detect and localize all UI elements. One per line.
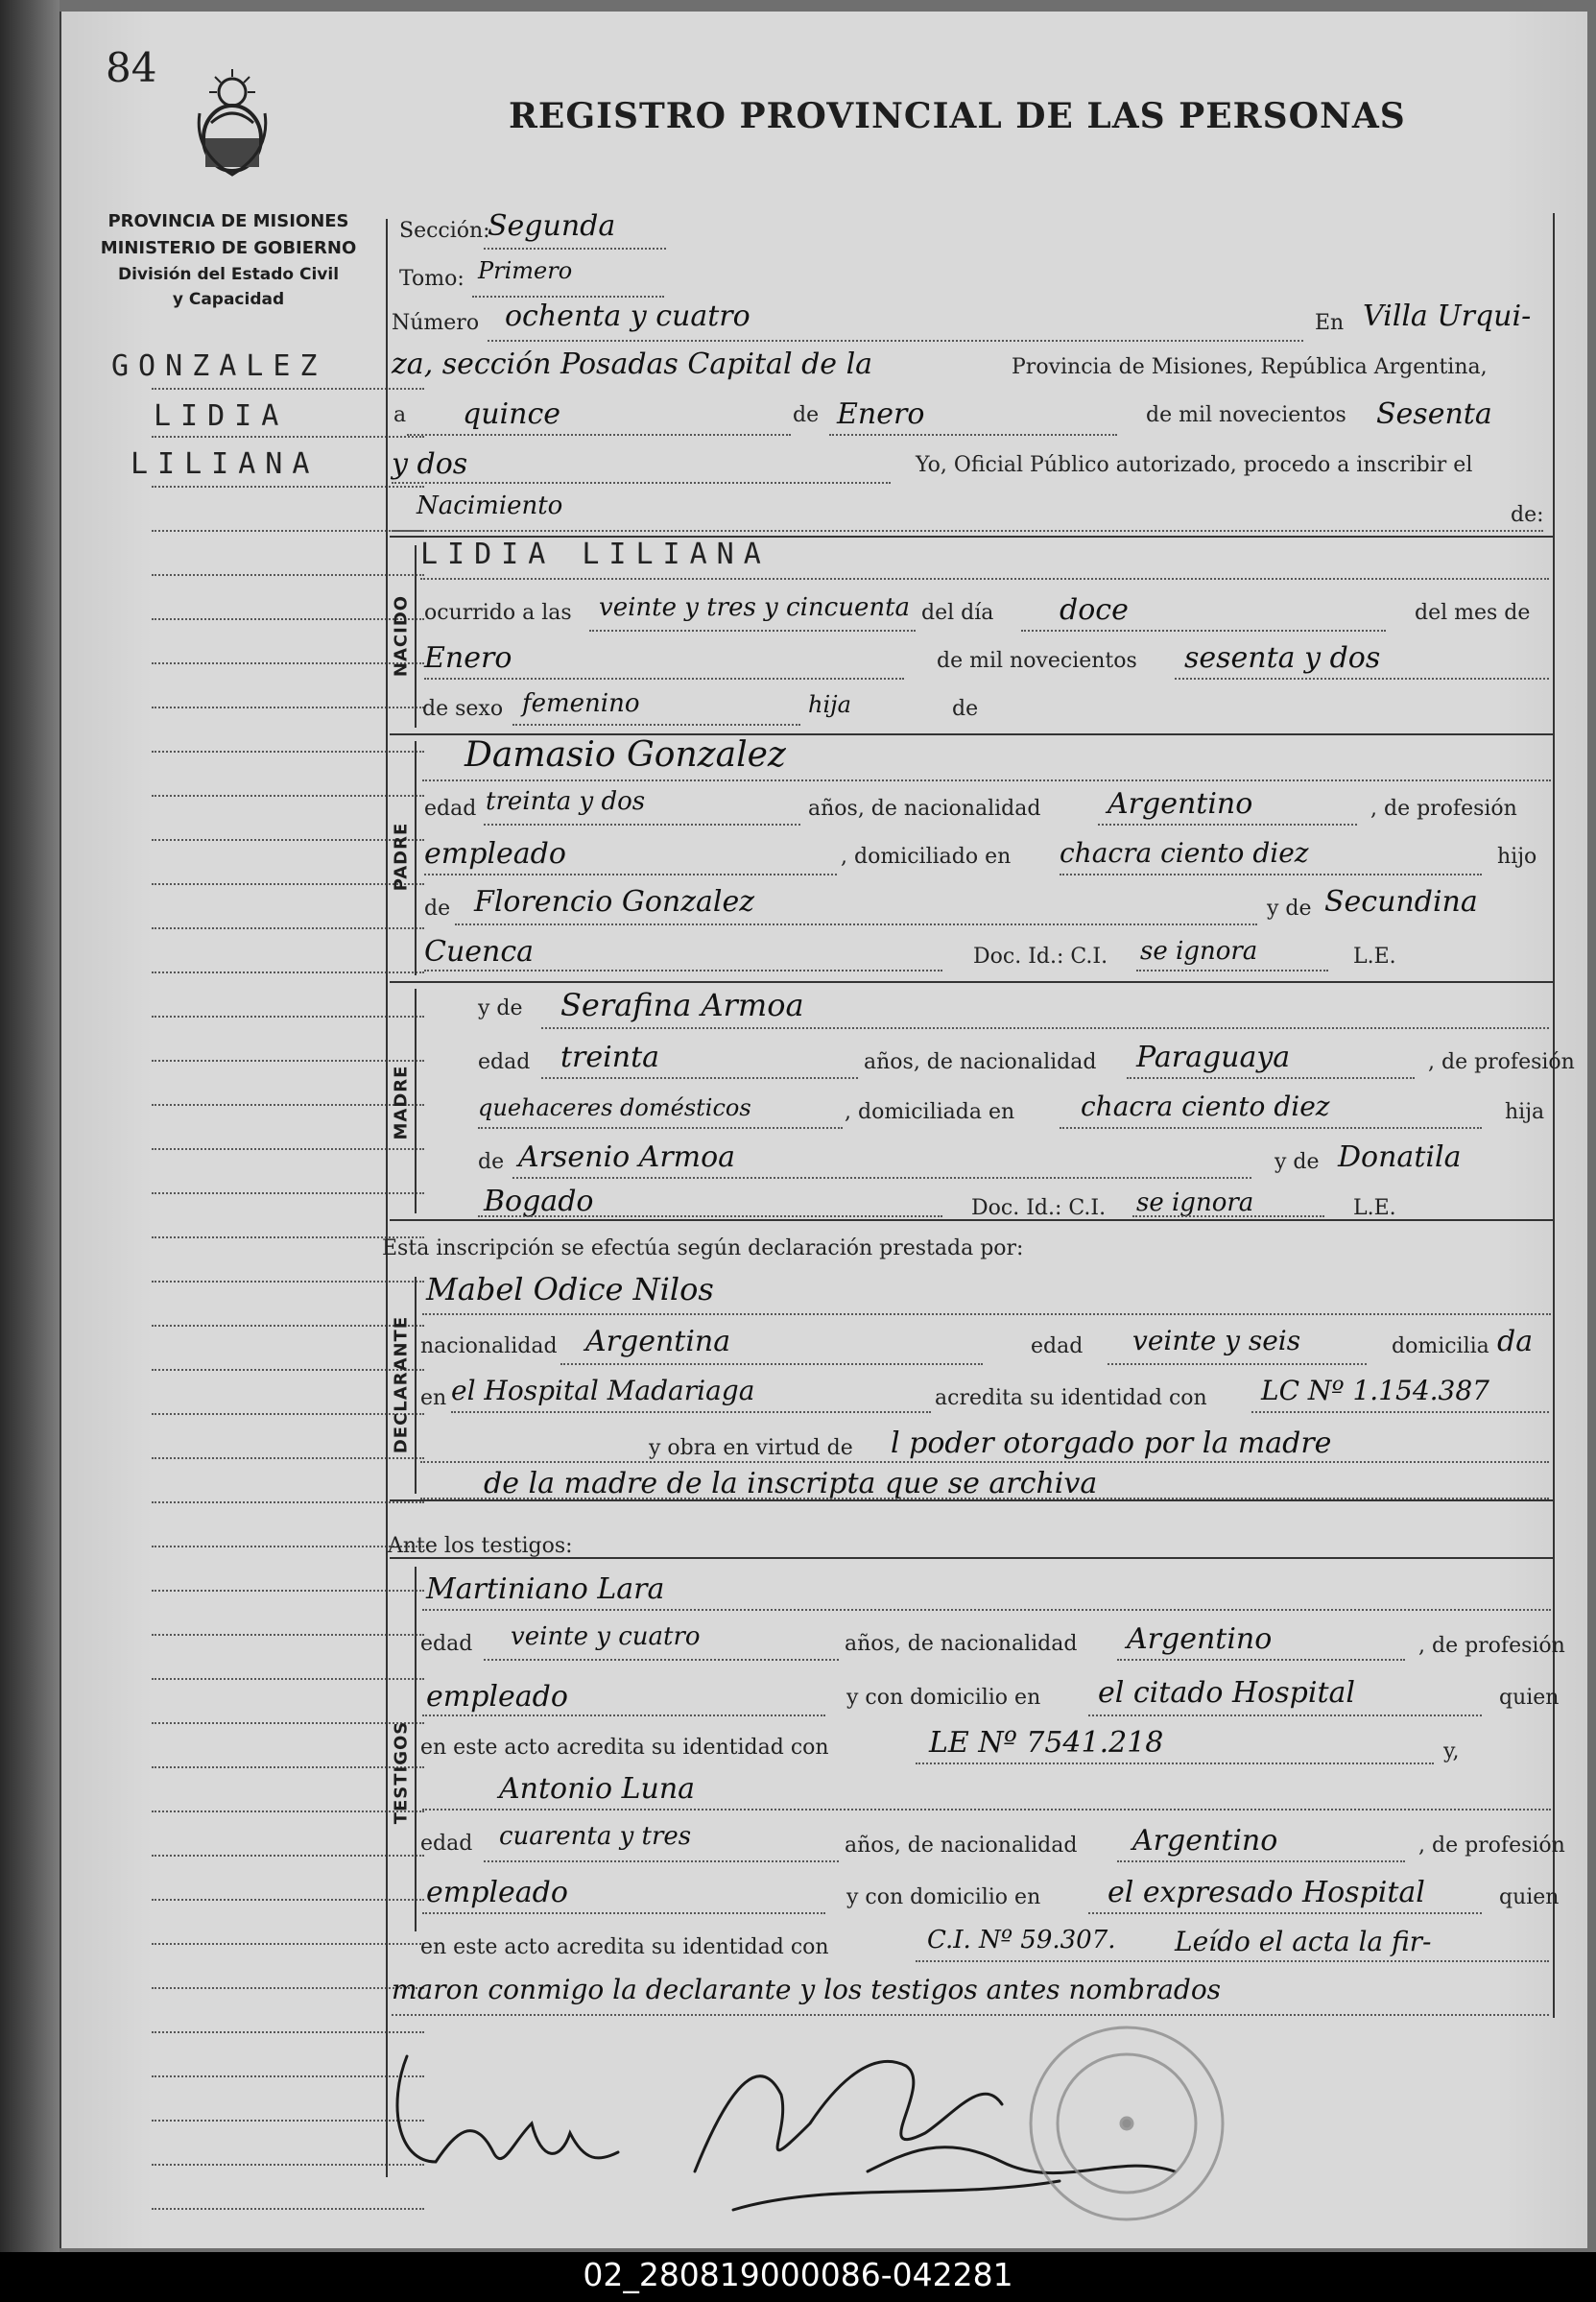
fecha-a-label: a [393,403,407,427]
numero-label: Número [392,311,480,335]
mes-value: Enero [424,641,512,675]
padre-dom-label: , domiciliado en [841,845,1012,869]
coat-of-arms-icon [194,65,271,180]
abuela-materna-cont-value: Bogado [484,1185,594,1218]
tomo-label: Tomo: [399,267,465,291]
anio-inscripcion-value: Sesenta [1376,397,1492,431]
testigo1-edad-value: veinte y cuatro [511,1622,701,1651]
padre-le-label: L.E. [1353,945,1396,969]
padre-edad-label: edad [424,797,477,821]
madre-dom-label: , domiciliada en [845,1100,1015,1124]
testigo1-quien-label: quien [1499,1686,1560,1710]
testigo1-nac-value: Argentino [1127,1622,1273,1656]
declarante-en-label: en [420,1386,447,1410]
declarante-dom-pre-value: da [1497,1325,1534,1358]
mes-inscripcion-value: Enero [837,397,925,431]
testigos-section-label: TESTIGOS [391,1720,412,1825]
testigo2-name: Antonio Luna [499,1772,696,1806]
madre-y-de-label: y de [478,996,523,1020]
seccion-value: Segunda [488,209,616,243]
registry-page [60,12,1587,2248]
signature-area [330,2018,1530,2239]
testigos-label: Ante los testigos: [388,1534,573,1558]
declarante-acredita-label: acredita su identidad con [935,1386,1207,1410]
testigo2-dom-label: y con domicilio en [846,1885,1041,1909]
official-stamp-icon [1031,2027,1223,2219]
testigo2-quien-label: quien [1499,1885,1560,1909]
dia-inscripcion-value: quince [463,397,560,431]
madre-prof-value: quehaceres domésticos [478,1094,751,1121]
declarante-edad-value: veinte y seis [1132,1325,1301,1356]
madre-le-label: L.E. [1353,1196,1396,1220]
madre-prof-label: , de profesión [1428,1050,1575,1074]
fecha-de-label: de [793,403,820,427]
testigo2-dom-value: el expresado Hospital [1108,1876,1425,1909]
testigo2-nac-value: Argentino [1132,1824,1278,1858]
madre-doc-value: se ignora [1136,1188,1254,1217]
witness-signature-icon [695,2061,1002,2171]
provincia-text: Provincia de Misiones, República Argentina, [1012,355,1488,379]
page-number: 84 [106,44,157,91]
nacido-section-label: NACIDO [391,594,412,678]
acto-value: Nacimiento [417,492,563,520]
declarante-edad-label: edad [1031,1334,1084,1358]
testigo1-nac-label: años, de nacionalidad [845,1632,1078,1656]
testigo2-prof-value: empleado [426,1876,568,1909]
madre-y-de2-label: y de [1274,1150,1320,1174]
anio-inscripcion-cont-value: y dos [392,447,468,481]
nacido-name: LIDIA LILIANA [420,538,771,571]
sexo-value: femenino [522,689,640,718]
padre-y-de-label: y de [1267,897,1312,921]
anio-inscripcion-label: de mil novecientos [1146,403,1346,427]
padre-nac-value: Argentino [1108,787,1253,821]
closing-cont-value: maron conmigo la declarante y los testigos antes nombrados [392,1974,1222,2005]
anio-value: sesenta y dos [1184,641,1381,675]
abuelo-materno-value: Arsenio Armoa [518,1140,736,1174]
declarante-virtud-cont-value: de la madre de la inscripta que se archiva [484,1467,1098,1500]
declarante-section-label: DECLARANTE [391,1315,412,1454]
witness2-signature-icon [868,2147,1175,2173]
hijo-value: hija [808,691,851,718]
madre-dom-value: chacra ciento diez [1081,1091,1330,1122]
testigo1-id-value: LE Nº 7541.218 [929,1726,1164,1760]
numero-value: ochenta y cuatro [505,300,750,333]
testigo2-closing-value: Leído el acta la fir- [1175,1926,1432,1957]
ocurrido-label: ocurrido a las [424,601,572,625]
book-binding [0,0,60,2252]
tomo-value: Primero [478,257,573,284]
madre-hija-label: hija [1505,1100,1545,1124]
padre-dom-value: chacra ciento diez [1060,837,1309,869]
testigo1-edad-label: edad [420,1632,473,1656]
en-value: Villa Urqui- [1363,300,1532,333]
seccion-label: Sección: [399,219,490,243]
document-title: REGISTRO PROVINCIAL DE LAS PERSONAS [509,96,1406,136]
madre-section-label: MADRE [391,1065,412,1140]
authority-ministry: MINISTERIO DE GOBIERNO [100,238,357,258]
declarante-dom-value: el Hospital Madariaga [451,1375,755,1406]
padre-doc-label: Doc. Id.: C.I. [973,945,1108,969]
declarante-dom-label: domicilia [1392,1334,1489,1358]
abuela-paterna-value: Secundina [1324,885,1478,919]
padre-edad-value: treinta y dos [486,787,646,816]
margin-surname: GONZALEZ [111,349,327,383]
abuelo-paterno-value: Florencio Gonzalez [474,885,755,919]
padre-name: Damasio Gonzalez [465,735,786,775]
declarante-nac-label: nacionalidad [420,1334,558,1358]
en-label: En [1315,311,1345,335]
testigo1-y-label: y, [1443,1739,1460,1763]
authority-capacity: y Capacidad [172,290,285,309]
padre-doc-value: se ignora [1140,937,1258,966]
testigo1-name: Martiniano Lara [426,1572,665,1606]
acto-de-label: de: [1511,503,1544,527]
declarante-id-value: LC Nº 1.154.387 [1261,1375,1489,1406]
testigo1-acredita-label: en este acto acredita su identidad con [420,1736,829,1760]
testigo1-prof-value: empleado [426,1680,568,1714]
testigo2-acredita-label: en este acto acredita su identidad con [420,1935,829,1959]
testigo2-edad-value: cuarenta y tres [499,1822,692,1851]
declarante-virtud-label: y obra en virtud de [649,1436,853,1460]
dia-value: doce [1060,593,1129,627]
declarante-nac-value: Argentina [585,1325,731,1358]
hora-value: veinte y tres y cincuenta [599,593,911,622]
sexo-label: de sexo [422,697,504,721]
testigo2-id-value: C.I. Nº 59.307. [927,1926,1116,1954]
hijo-de-label: de [952,697,979,721]
margin-first-name: LIDIA [154,399,289,433]
anio-label: de mil novecientos [937,649,1137,673]
lugar-value: za, sección Posadas Capital de la [392,348,873,381]
padre-hijo-label: hijo [1497,845,1537,869]
madre-doc-label: Doc. Id.: C.I. [971,1196,1107,1220]
oficial-text: Yo, Oficial Público autorizado, procedo a inscribir el [916,453,1473,477]
madre-nac-value: Paraguaya [1136,1041,1291,1074]
padre-prof-label: , de profesión [1370,797,1517,821]
madre-nac-label: años, de nacionalidad [864,1050,1097,1074]
testigo2-nac-label: años, de nacionalidad [845,1834,1078,1858]
padre-de-label: de [424,897,451,921]
padre-prof-value: empleado [424,837,566,871]
declarante-virtud-value: l poder otorgado por la madre [891,1427,1332,1460]
testigo2-prof-label: , de profesión [1418,1834,1565,1858]
madre-edad-label: edad [478,1050,531,1074]
madre-de-label: de [478,1150,505,1174]
image-code: 02_280819000086-042281 [583,2256,1013,2293]
abuela-materna-value: Donatila [1338,1140,1462,1174]
del-mes-label: del mes de [1415,601,1531,625]
del-dia-label: del día [921,601,994,625]
testigo2-edad-label: edad [420,1832,473,1856]
authority-province: PROVINCIA DE MISIONES [107,211,349,231]
authority-division: División del Estado Civil [117,265,340,284]
declaracion-text: Esta inscripción se efectúa según declaración prestada por: [382,1236,1024,1260]
padre-nac-label: años, de nacionalidad [808,797,1041,821]
declarante-name: Mabel Odice Nilos [426,1271,714,1307]
margin-middle-name: LILIANA [131,447,320,481]
declarante-signature-icon [397,2056,618,2162]
padre-section-label: PADRE [391,822,412,892]
madre-edad-value: treinta [560,1041,660,1074]
testigo1-prof-label: , de profesión [1418,1634,1565,1658]
testigo1-dom-label: y con domicilio en [846,1686,1041,1710]
madre-name: Serafina Armoa [560,987,804,1023]
testigo1-dom-value: el citado Hospital [1098,1676,1355,1710]
abuela-paterna-cont-value: Cuenca [424,935,535,969]
